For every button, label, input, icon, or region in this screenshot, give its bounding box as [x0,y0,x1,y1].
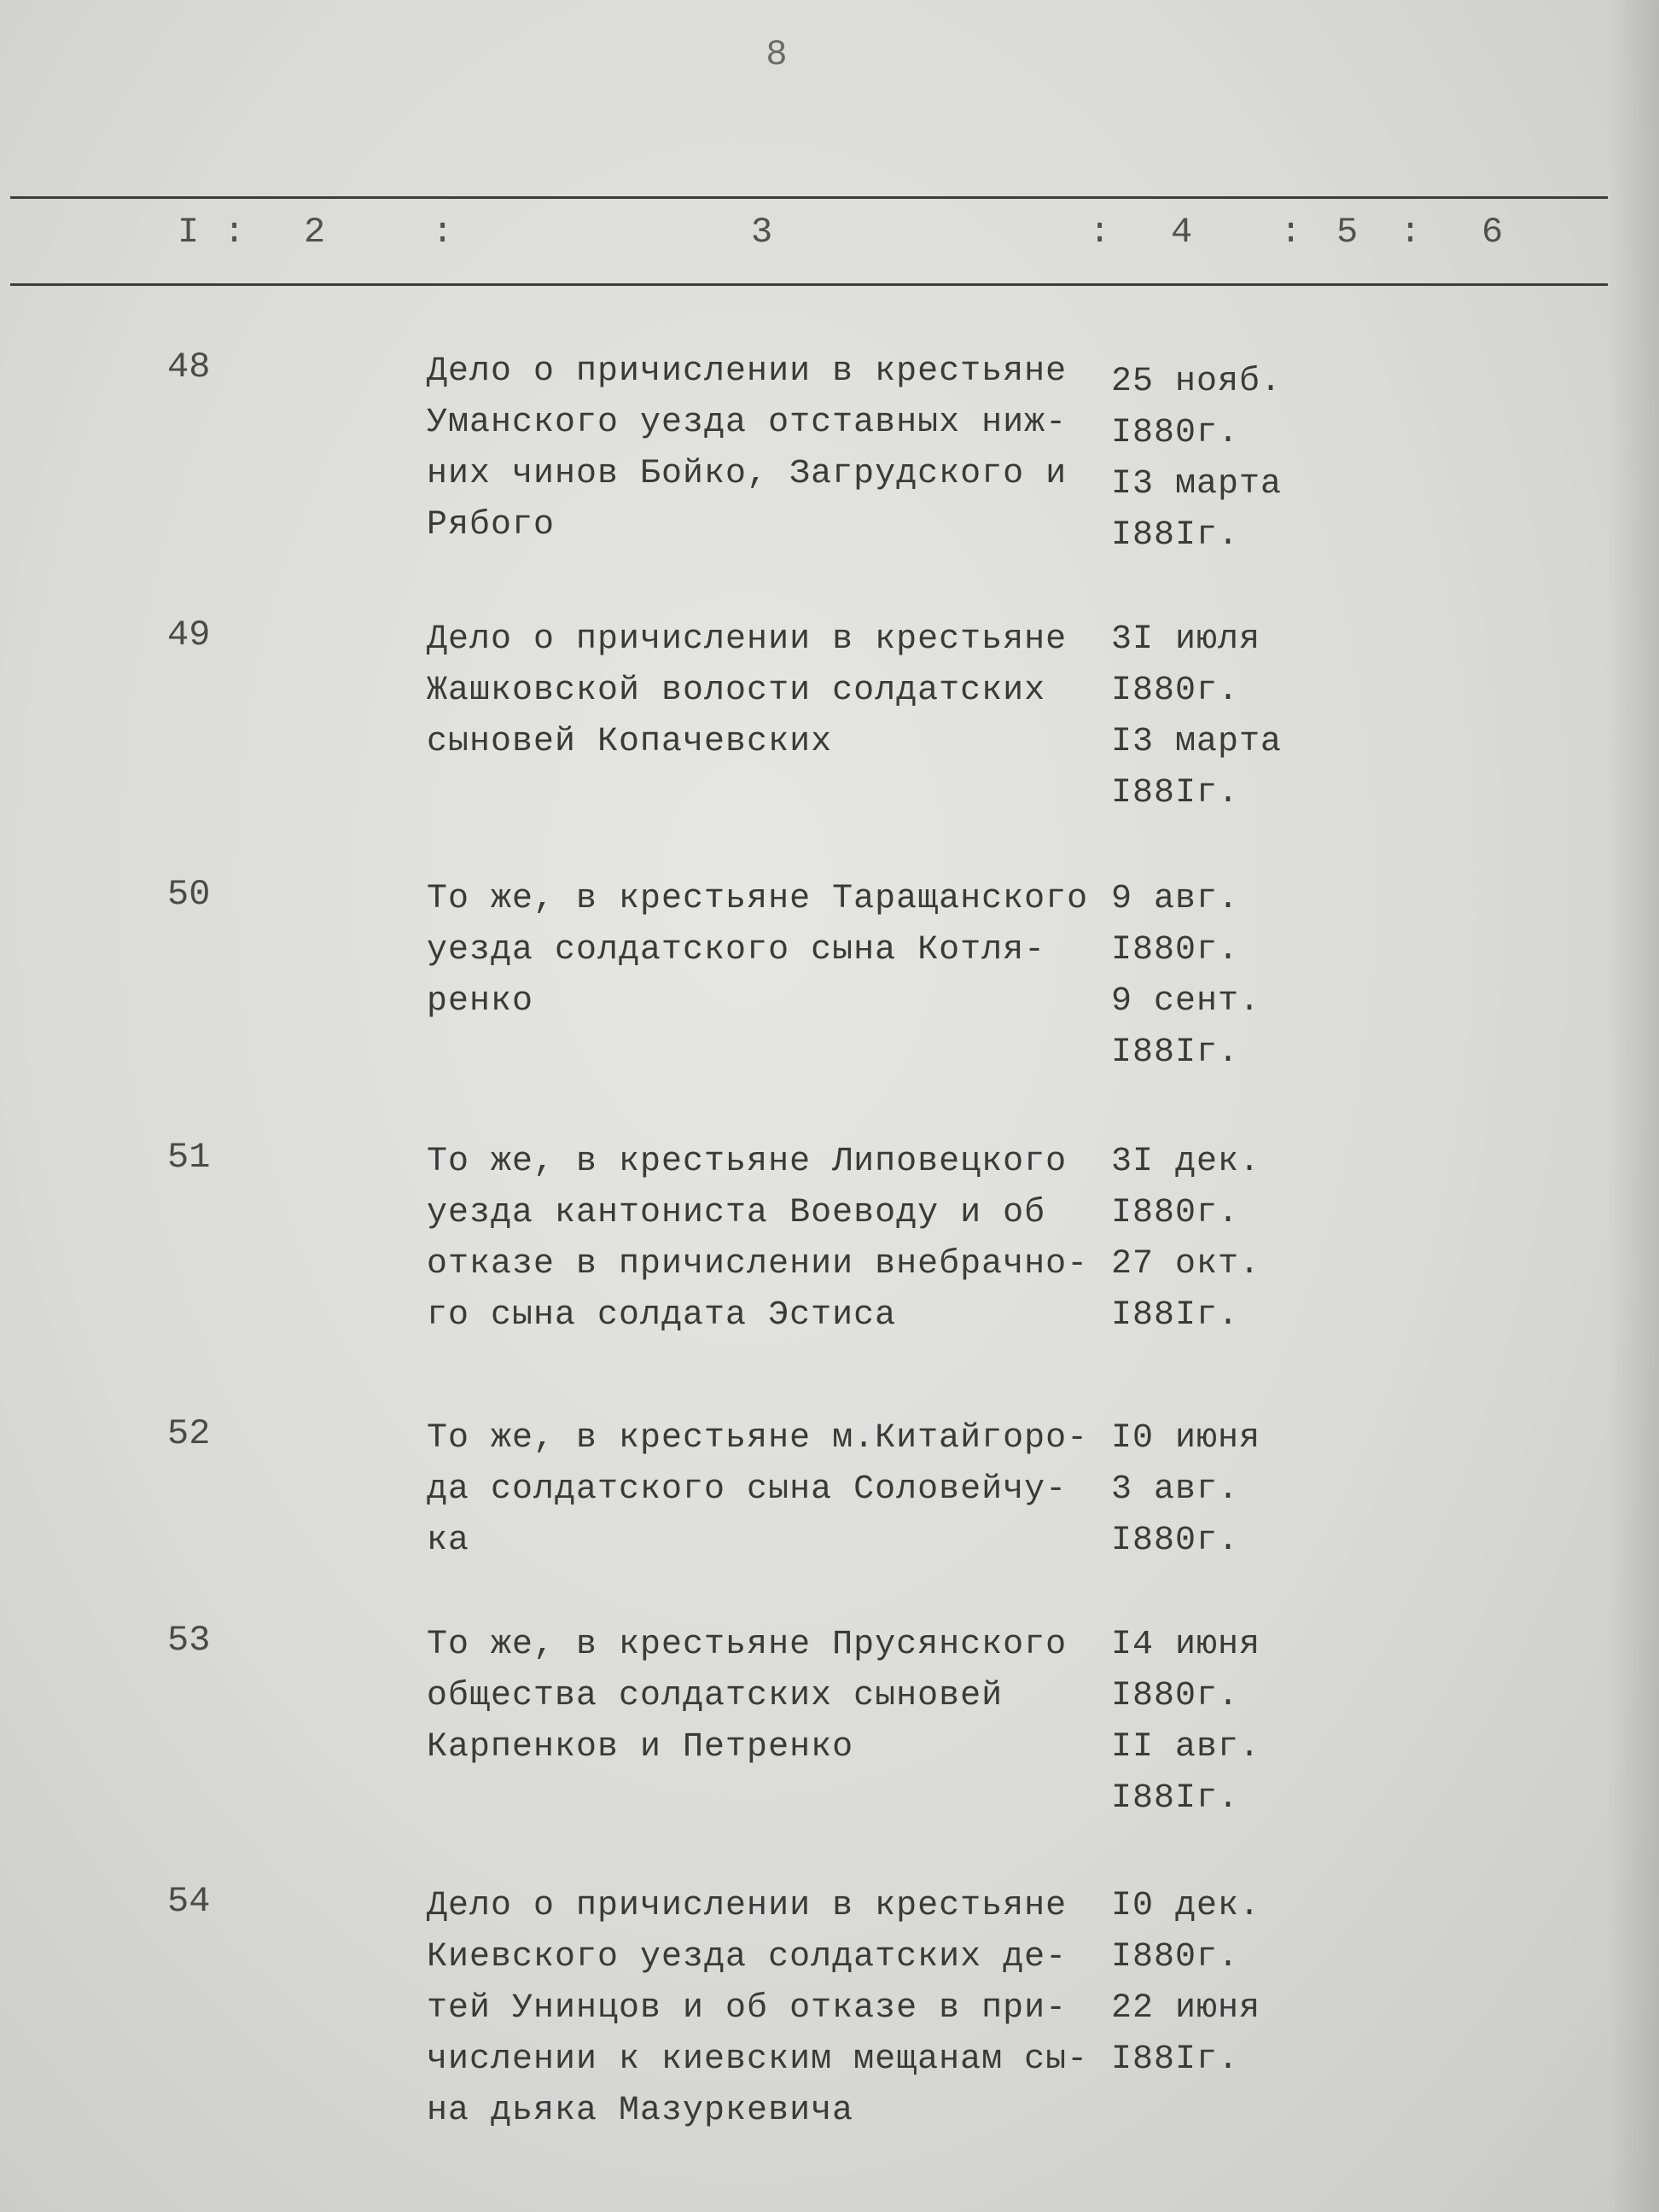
header-separator: : [1089,212,1111,253]
date-line: 9 авг. [1111,880,1240,918]
entry-description [427,1413,1109,1567]
entry-description [427,614,1109,768]
date-line: I3 марта [1111,465,1283,504]
header-col-2: 2 [304,212,326,253]
header-col-6: 6 [1481,212,1504,253]
date-line: II авг. [1111,1728,1261,1767]
entry-dates [1111,1620,1307,1825]
date-line: I88Iг. [1111,1033,1240,1072]
entry-description [427,346,1109,551]
date-line: I88Iг. [1111,1296,1240,1335]
date-line: I4 июня [1111,1626,1261,1664]
description-line: сыновей Копачевских [427,723,833,761]
entry-dates [1111,614,1307,819]
date-line: I0 июня [1111,1419,1261,1458]
date-line: I88Iг. [1111,774,1240,812]
date-line: I880г. [1111,1194,1240,1232]
description-line: То же, в крестьяне Прусянского [427,1626,1068,1664]
description-line: То же, в крестьяне Липовецкого [427,1143,1068,1181]
description-line: Дело о причислении в крестьяне [427,352,1068,391]
description-line: ка [427,1522,470,1560]
entry-number: 49 [167,614,211,655]
description-line: Киевского уезда солдатских де- [427,1938,1068,1976]
date-line: I880г. [1111,414,1240,452]
description-line: уезда солдатского сына Котля- [427,931,1046,969]
description-line: Дело о причислении в крестьяне [427,620,1068,659]
date-line: 27 окт. [1111,1245,1261,1284]
entry-description [427,874,1109,1027]
header-bottom-rule [10,283,1608,286]
header-col-4: 4 [1171,212,1193,253]
date-line: I88Iг. [1111,1779,1240,1818]
description-line: них чинов Бойко, Загрудского и [427,455,1068,493]
entry-description [427,1137,1109,1342]
description-line: То же, в крестьяне м.Китайгоро- [427,1419,1089,1458]
date-line: 22 июня [1111,1989,1261,2028]
entry-dates [1111,1881,1307,2086]
header-separator: : [1400,212,1422,253]
date-line: I880г. [1111,672,1240,710]
date-line: I880г. [1111,931,1240,969]
description-line: Уманского уезда отставных ниж- [427,404,1068,442]
description-line: тей Унинцов и об отказе в при- [427,1989,1068,2028]
header-col-1: I [178,212,200,253]
description-line: уезда кантониста Воеводу и об [427,1194,1046,1232]
entry-number: 51 [167,1137,211,1178]
date-line: I88Iг. [1111,2040,1240,2079]
entry-dates [1111,1137,1307,1342]
entry-number: 52 [167,1413,211,1454]
page-number: 8 [765,34,788,75]
page-edge-shadow [1608,0,1659,2212]
description-line: ренко [427,982,534,1021]
entry-number: 54 [167,1881,211,1922]
date-line: 3 авг. [1111,1470,1240,1509]
description-line: Жашковской волости солдатских [427,672,1046,710]
header-separator: : [1280,212,1302,253]
entry-description [427,1620,1109,1773]
date-line: 3I дек. [1111,1143,1261,1181]
date-line: I0 дек. [1111,1887,1261,1925]
header-col-5: 5 [1336,212,1359,253]
entry-dates [1111,357,1307,562]
entry-dates [1111,874,1307,1079]
date-line: I880г. [1111,1677,1240,1715]
description-line: Рябого [427,506,556,544]
date-line: I880г. [1111,1938,1240,1976]
entry-number: 53 [167,1620,211,1661]
header-separator: : [224,212,246,253]
description-line: да солдатского сына Соловейчу- [427,1470,1068,1509]
entry-description [427,1881,1109,2137]
entry-dates [1111,1413,1307,1567]
entry-number: 48 [167,346,211,387]
description-line: го сына солдата Эстиса [427,1296,897,1335]
date-line: I88Iг. [1111,516,1240,555]
description-line: Дело о причислении в крестьяне [427,1887,1068,1925]
date-line: I880г. [1111,1522,1240,1560]
header-separator: : [432,212,454,253]
description-line: на дьяка Мазуркевича [427,2092,854,2130]
date-line: I3 марта [1111,723,1283,761]
description-line: отказе в причислении внебрачно- [427,1245,1089,1284]
description-line: То же, в крестьяне Таращанского [427,880,1089,918]
description-line: числении к киевским мещанам сы- [427,2040,1089,2079]
date-line: 9 сент. [1111,982,1261,1021]
date-line: 25 нояб. [1111,363,1283,401]
entry-number: 50 [167,874,211,915]
date-line: 3I июля [1111,620,1261,659]
description-line: общества солдатских сыновей [427,1677,1004,1715]
description-line: Карпенков и Петренко [427,1728,854,1767]
header-top-rule [10,196,1608,199]
header-col-3: 3 [751,212,773,253]
